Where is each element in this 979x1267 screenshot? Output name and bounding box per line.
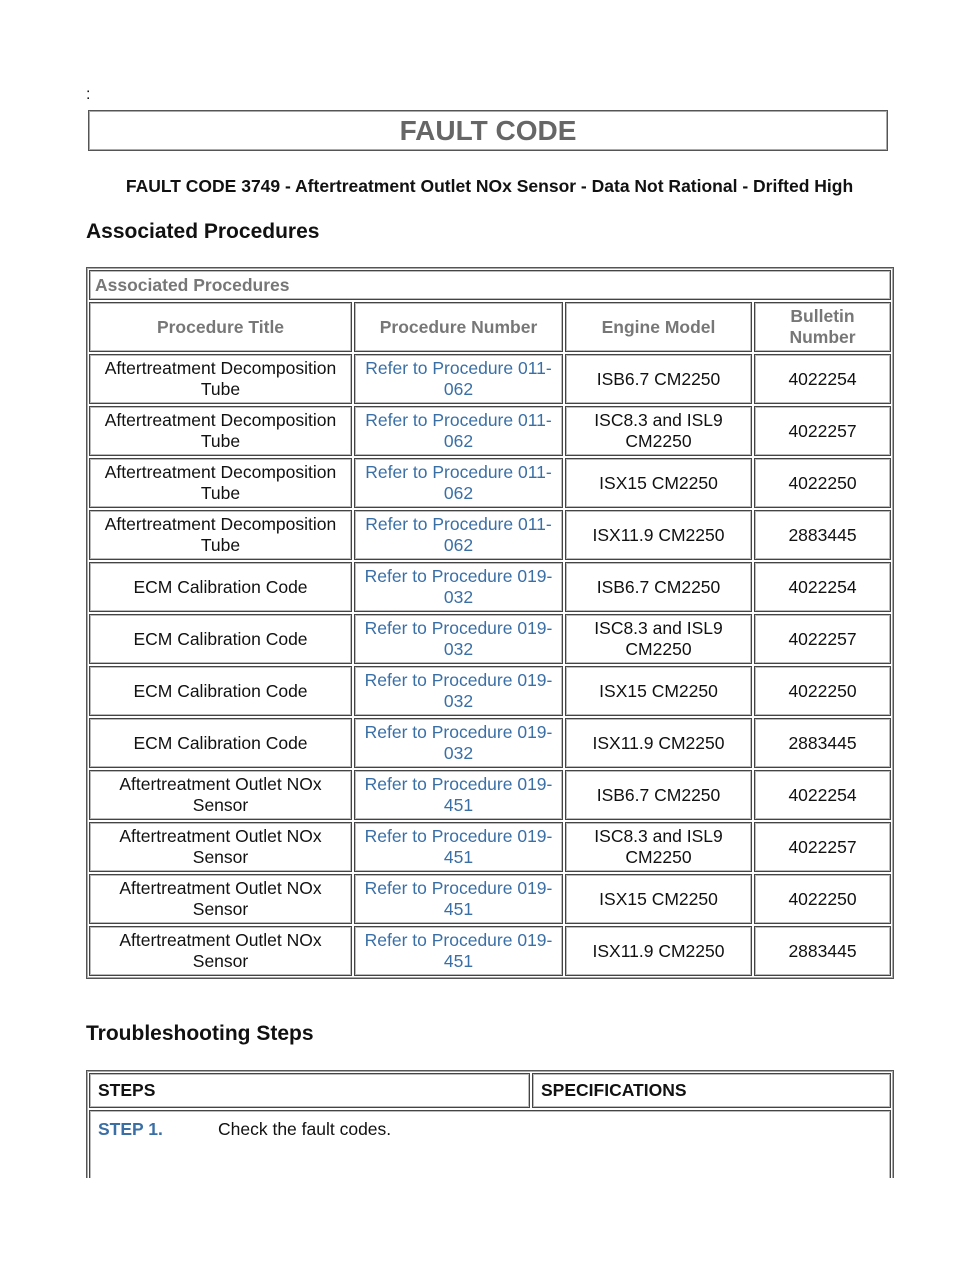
table-row xyxy=(89,354,891,404)
engine-model-cell: ISX15 CM2250 xyxy=(565,458,752,508)
table-row xyxy=(89,666,891,716)
associated-procedures-heading: Associated Procedures xyxy=(86,220,320,243)
column-header-bulletin-number: Bulletin Number xyxy=(754,302,891,352)
bulletin-number-cell: 2883445 xyxy=(754,718,891,768)
engine-model-cell: ISC8.3 and ISL9 CM2250 xyxy=(565,614,752,664)
page-bottom-clip xyxy=(0,1178,979,1267)
table-row xyxy=(89,510,891,560)
engine-model-cell: ISC8.3 and ISL9 CM2250 xyxy=(565,406,752,456)
fault-code-heading: FAULT CODE 3749 - Aftertreatment Outlet NOx Sensor - Data Not Rational - Drifted High xyxy=(125,176,854,196)
bulletin-number-cell: 4022257 xyxy=(754,822,891,872)
bulletin-number-cell: 4022250 xyxy=(754,874,891,924)
bulletin-number-cell: 4022250 xyxy=(754,458,891,508)
bulletin-number-cell: 4022254 xyxy=(754,354,891,404)
bulletin-number-cell: 4022250 xyxy=(754,666,891,716)
table-row xyxy=(89,822,891,872)
procedure-title-cell: Aftertreatment Outlet NOx Sensor xyxy=(89,822,352,872)
page-title: FAULT CODE xyxy=(88,110,888,151)
step-link[interactable]: STEP 1. xyxy=(98,1119,163,1139)
page-colon: : xyxy=(86,86,91,103)
procedure-link[interactable]: Refer to Procedure 019-451 xyxy=(354,822,563,872)
bulletin-number-cell: 2883445 xyxy=(754,510,891,560)
table-caption: Associated Procedures xyxy=(89,270,891,300)
procedure-link[interactable]: Refer to Procedure 019-032 xyxy=(354,562,563,612)
engine-model-cell: ISB6.7 CM2250 xyxy=(565,770,752,820)
table-row xyxy=(89,874,891,924)
engine-model-cell: ISX11.9 CM2250 xyxy=(565,510,752,560)
table-row xyxy=(89,406,891,456)
procedure-title-cell: Aftertreatment Outlet NOx Sensor xyxy=(89,874,352,924)
troubleshooting-steps-heading: Troubleshooting Steps xyxy=(86,1022,314,1045)
procedure-title-cell: Aftertreatment Decomposition Tube xyxy=(89,354,352,404)
engine-model-cell: ISC8.3 and ISL9 CM2250 xyxy=(565,822,752,872)
bulletin-number-cell: 4022257 xyxy=(754,406,891,456)
table-row xyxy=(89,718,891,768)
engine-model-cell: ISB6.7 CM2250 xyxy=(565,562,752,612)
procedure-title-cell: Aftertreatment Decomposition Tube xyxy=(89,458,352,508)
procedure-link[interactable]: Refer to Procedure 019-451 xyxy=(354,926,563,976)
procedure-title-cell: ECM Calibration Code xyxy=(89,718,352,768)
column-header-procedure-title: Procedure Title xyxy=(89,302,352,352)
bulletin-number-cell: 4022254 xyxy=(754,562,891,612)
column-header-procedure-number: Procedure Number xyxy=(354,302,563,352)
bulletin-number-cell: 2883445 xyxy=(754,926,891,976)
bulletin-number-cell: 4022254 xyxy=(754,770,891,820)
procedure-link[interactable]: Refer to Procedure 019-032 xyxy=(354,718,563,768)
step-text: Check the fault codes. xyxy=(218,1119,392,1139)
procedure-title-cell: ECM Calibration Code xyxy=(89,666,352,716)
column-header-steps: STEPS xyxy=(89,1073,530,1108)
bulletin-number-cell: 4022257 xyxy=(754,614,891,664)
procedure-link[interactable]: Refer to Procedure 011-062 xyxy=(354,510,563,560)
column-header-specifications: SPECIFICATIONS xyxy=(532,1073,891,1108)
procedure-link[interactable]: Refer to Procedure 019-451 xyxy=(354,874,563,924)
engine-model-cell: ISX11.9 CM2250 xyxy=(565,926,752,976)
engine-model-cell: ISX15 CM2250 xyxy=(565,666,752,716)
table-row xyxy=(89,562,891,612)
procedure-title-cell: ECM Calibration Code xyxy=(89,614,352,664)
associated-procedures-table xyxy=(86,267,894,979)
procedure-title-cell: ECM Calibration Code xyxy=(89,562,352,612)
table-row xyxy=(89,926,891,976)
procedure-title-cell: Aftertreatment Decomposition Tube xyxy=(89,406,352,456)
engine-model-cell: ISX15 CM2250 xyxy=(565,874,752,924)
procedure-link[interactable]: Refer to Procedure 019-032 xyxy=(354,614,563,664)
procedure-link[interactable]: Refer to Procedure 011-062 xyxy=(354,354,563,404)
table-row xyxy=(89,770,891,820)
procedure-link[interactable]: Refer to Procedure 019-451 xyxy=(354,770,563,820)
table-row xyxy=(89,458,891,508)
table-row xyxy=(89,614,891,664)
procedure-title-cell: Aftertreatment Decomposition Tube xyxy=(89,510,352,560)
engine-model-cell: ISX11.9 CM2250 xyxy=(565,718,752,768)
procedure-link[interactable]: Refer to Procedure 011-062 xyxy=(354,458,563,508)
procedure-title-cell: Aftertreatment Outlet NOx Sensor xyxy=(89,770,352,820)
column-header-engine-model: Engine Model xyxy=(565,302,752,352)
procedure-title-cell: Aftertreatment Outlet NOx Sensor xyxy=(89,926,352,976)
procedure-link[interactable]: Refer to Procedure 019-032 xyxy=(354,666,563,716)
procedure-link[interactable]: Refer to Procedure 011-062 xyxy=(354,406,563,456)
engine-model-cell: ISB6.7 CM2250 xyxy=(565,354,752,404)
